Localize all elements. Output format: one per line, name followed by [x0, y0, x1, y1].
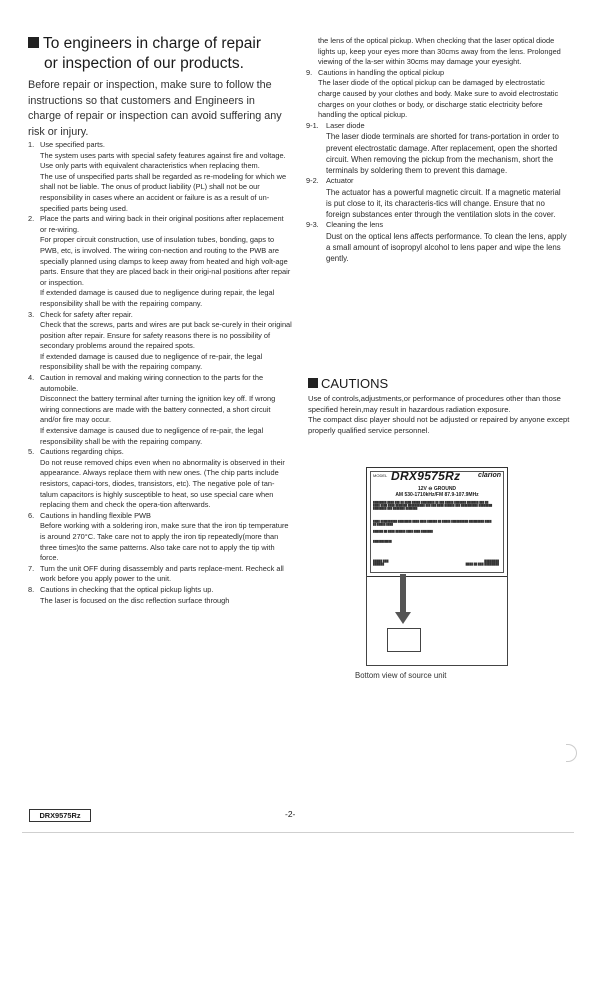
- list-item: 1. Use specified parts. The system uses parts with special safety features against fire and voltage. Use only parts with equivalent characteristics when replacing them. The use of unspecified parts shall be regarded as re-modeling for which we shall not be liable. The onus of product liability (PL) shall not be our responsibility in cases where an accident or failure is as a result of un-specified parts being used.: [28, 140, 287, 213]
- list-item: 5. Cautions regarding chips. Do not reuse removed chips even when no abnormality is observed in their appearance. Always replace them with new ones. (The chip parts include resistors, capaci-tors, diodes, transistors, etc). The negative pole of tan-talum capacitors is highly susceptible to heat, so use special care when replacing them and check the opera-tion afterwards.: [28, 447, 285, 510]
- pointer-arrow-icon: [395, 612, 411, 624]
- label-fine-print: ████████ ████ ██ ███ ████████: [465, 560, 499, 566]
- list-item: 2. Place the parts and wiring back in their original positions after replacement or re-wiring. For proper circuit construction, use of insulation tubes, bonding, gaps to PWB, etc, is involved. The wiring con-nection and routing to the PWB are specially planned using clamps to keep away from heated and high volt-age parts. Ensure that they are placed back in their origi-nal positions after repair or inspection. If extended damage is caused due to negligence during repair, the legal responsibility shall be with the repairing company.: [28, 214, 291, 308]
- heading-bullet-icon: [308, 378, 318, 388]
- repair-instructions-continued: [306, 36, 568, 265]
- sub-list-item: 9-3. Cleaning the lens Dust on the optical lens affects performance. To clean the lens, apply a small amount of isopropyl alcohol to lens paper and wipe the lens gently.: [306, 220, 567, 264]
- footer-model-box: DRX9575Rz: [29, 809, 91, 822]
- sub-list-item: 9-1. Laser diode The laser diode terminals are shorted for trans-portation in order to prevent electrostatic damage. After replacement, open the shorted circuit. When removing the pickup from the mechanism, short the terminals by soldering them to prevent this damage.: [306, 120, 559, 175]
- label-model-name: DRX9575Rz: [391, 469, 461, 483]
- label-fine-print: ████ ██████████ ████████ ████ ████ ██████ ██ █████ ██████████ █████████ ████ ██ █████ ████: [373, 520, 492, 526]
- item8-continuation: the lens of the optical pickup. When checking that the laser optical diode lights up, keep your eyes more than 30cms away from the lens. Prolonged viewing of the la-ser within 30cms may damage your eyesight.: [318, 36, 561, 67]
- unit-outline: [366, 575, 508, 666]
- sub-list-item: 9-2. Actuator The actuator has a powerful magnetic circuit. If a magnetic material is put close to it, its characteris-tics will change. Ensure that no foreign substances enter through the ventilation slots in the cover.: [306, 176, 561, 220]
- cautions-text: Use of controls,adjustments,or performance of procedures other than those specified herein,may result in hazardous radiation exposure. The compact disc player should not be adjusted or repaired by anyone except properly qualified service personnel.: [308, 394, 570, 435]
- list-item: 9. Cautions in handling the optical pickup The laser diode of the optical pickup can be damaged by electrostatic charge caused by your clothes and body. Make sure to avoid electrostatic charges on your clothes or body, or discharge static electricity before handling the optical pickup.: [306, 67, 559, 120]
- label-fine-print: ████████ ████ ███ ██ ████ █████ ████████ ██ ███ █████ ███████ ███████ ███ ██ ████ ████ ████ ███████ ██████████ ███ ███ ████ ██████ ███ ██████████ ████████ ████████ ███ ███████ ███████: [373, 501, 493, 510]
- heading-bullet-icon: [28, 37, 39, 48]
- intro-paragraph: Before repair or inspection, make sure to follow the instructions so that customers and Engineers in charge of repair or inspection can avoid suffering any risk or injury.: [28, 79, 282, 138]
- pointer-bar: [400, 574, 406, 616]
- repair-instructions-list: [28, 140, 292, 606]
- list-item: 4. Caution in removal and making wiring connection to the parts for the automobile. Disconnect the battery terminal after turning the ignition key off. If wrong wiring connections are made with the battery connected, a short circuit and/or fire may occur. If extensive damage is caused due to negligence of re-pair, the legal responsibility shall be with the repairing company.: [28, 373, 276, 446]
- list-item: 6. Cautions in handling flexible PWB Before working with a soldering iron, make sure that the iron tip temperature is around 270°C. Take care not to apply the iron tip repeatedly(more than three times)to the same patterns. Also take care not to apply the tip with force.: [28, 510, 289, 563]
- list-item: 3. Check for safety after repair. Check that the screws, parts and wires are put back se-curely in their original position after repair. Ensure for safety reasons there is no possibility of secondary problems around the repaired spots. If extended damage is caused due to negligence of re-pair, the legal responsibility shall be with the repairing company.: [28, 309, 292, 372]
- list-item: 7. Turn the unit OFF during disassembly and parts replace-ment. Recheck all work before you apply power to the unit.: [28, 563, 284, 584]
- footer-divider: [22, 832, 574, 833]
- section-heading: To engineers in charge of repair or inspection of our products.: [28, 34, 298, 74]
- figure-caption: Bottom view of source unit: [355, 671, 447, 680]
- product-label-image: MODEL DRX9575Rz clarion 12V ⊖ GROUND AM 530-1710kHz/FM 87.9-107.9MHz ████████ ████ ███ ██ ████ █████ ████████ ██ ███ █████ ███████ ███████ ███ ██ ████ ████ ████ ███████ ██████████ ███ ███ ████ ██████ ███ ██████████ ████████ ████████ ███ ███████ ███████ ████ ██████████ ████████ ████ ████ ██████ ██ █████ ██████████ █████████ ████ ██ █████ ████ ██████ ██ ████ ██████ ████ ████ ███████ ███████████ █████ ███ ██████ ████████ ████ ██ ███ ████████: [366, 467, 508, 577]
- label-location-box: [387, 628, 421, 652]
- label-fine-print: ██████ ██ ████ ██████ ████ ████ ███████: [373, 530, 433, 533]
- label-fine-print: ███████████: [373, 540, 392, 543]
- scan-edge-mark: [566, 744, 577, 762]
- list-item: 8. Cautions in checking that the optical pickup lights up. The laser is focused on the disc reflection surface through: [28, 584, 230, 605]
- label-fine-print: █████ ███ ██████: [373, 560, 389, 566]
- page-number: -2-: [285, 809, 296, 819]
- label-brand-logo: clarion: [478, 472, 501, 479]
- cautions-heading: CAUTIONS: [308, 376, 388, 392]
